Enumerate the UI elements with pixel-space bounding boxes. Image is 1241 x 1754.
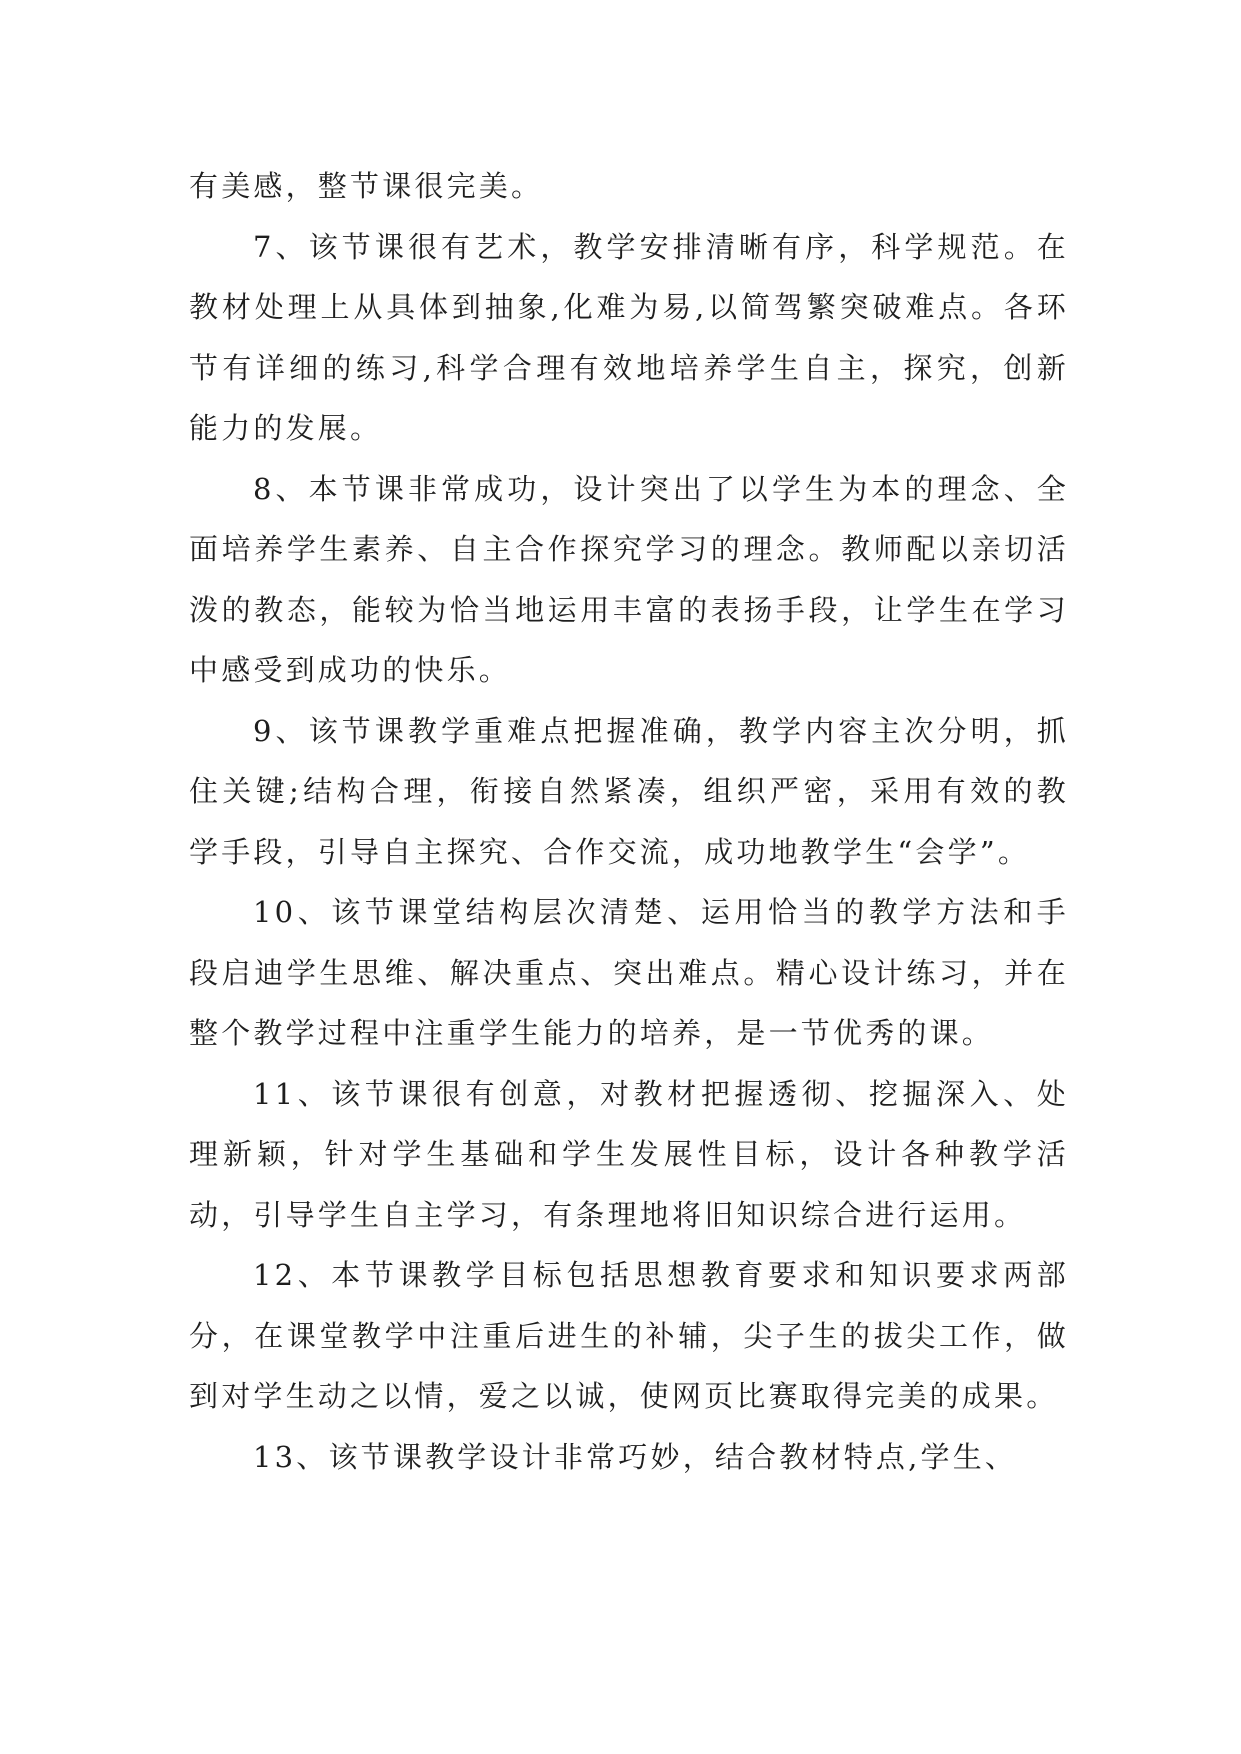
paragraph-item-9: 9、该节课教学重难点把握准确，教学内容主次分明，抓住关键;结构合理，衔接自然紧凑，组织严密，采用有效的教学手段，引导自主探究、合作交流，成功地教学生“会学”。 [189, 713, 1069, 869]
paragraph-item-11: 11、该节课很有创意，对教材把握透彻、挖掘深入、处理新颖，针对学生基础和学生发展性目标，设计各种教学活动，引导学生自主学习，有条理地将旧知识综合进行运用。 [189, 1076, 1069, 1232]
paragraph-item-12: 12、本节课教学目标包括思想教育要求和知识要求两部分，在课堂教学中注重后进生的补辅，尖子生的拔尖工作，做到对学生动之以情，爱之以诚，使网页比赛取得完美的成果。 [189, 1258, 1069, 1413]
paragraph-continuation: 有美感，整节课很完美。 [189, 169, 544, 203]
paragraph-item-8: 8、本节课非常成功，设计突出了以学生为本的理念、全面培养学生素养、自主合作探究学习的理念。教师配以亲切活泼的教态，能较为恰当地运用丰富的表扬手段，让学生在学习中感受到成功的快乐。 [189, 471, 1069, 687]
paragraph-item-10: 10、该节课堂结构层次清楚、运用恰当的教学方法和手段启迪学生思维、解决重点、突出难点。精心设计练习，并在整个教学过程中注重学生能力的培养，是一节优秀的课。 [189, 895, 1069, 1050]
document-body [189, 156, 1069, 1487]
paragraph-item-13: 13、该节课教学设计非常巧妙，结合教材特点,学生、 [253, 1439, 1018, 1474]
paragraph-item-7: 7、该节课很有艺术，教学安排清晰有序，科学规范。在教材处理上从具体到抽象,化难为易,以简驾繁突破难点。各环节有详细的练习,科学合理有效地培养学生自主，探究，创新能力的发展。 [189, 229, 1069, 445]
